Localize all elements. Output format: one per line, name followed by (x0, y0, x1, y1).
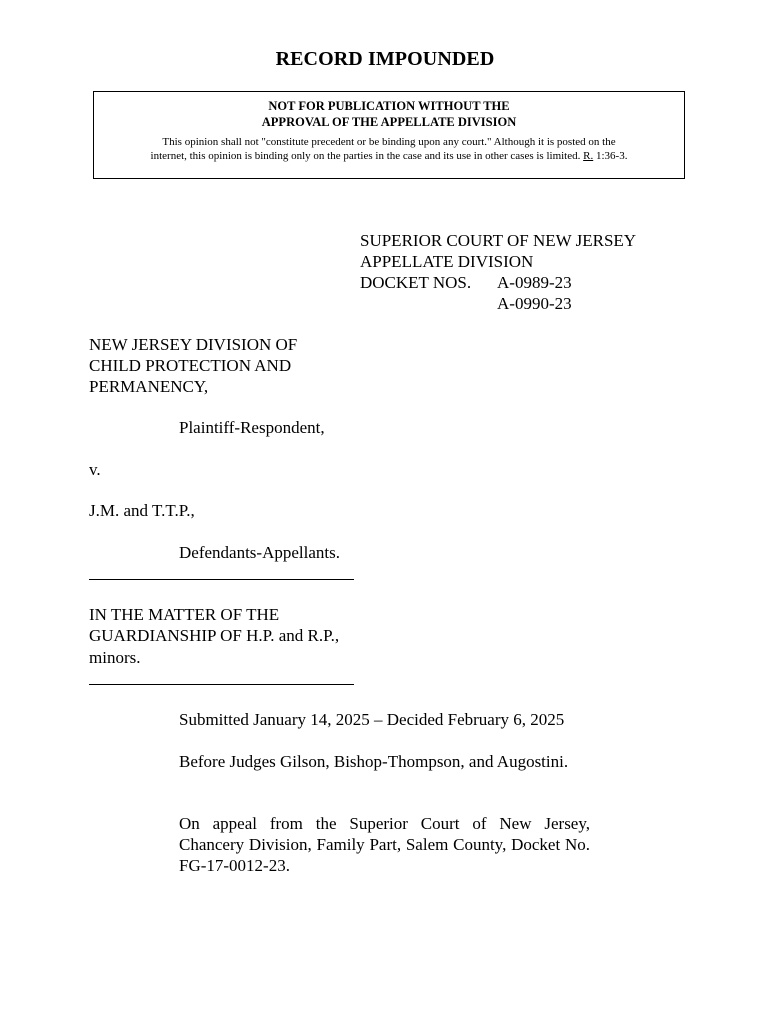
docket-number-2: A-0990-23 (497, 294, 572, 313)
court-name: SUPERIOR COURT OF NEW JERSEY (360, 231, 637, 250)
notice-body (94, 135, 684, 163)
docket-label: DOCKET NOS. (360, 273, 472, 292)
notice-body-line2-text: internet, this opinion is binding only on the parties in the case and its use in other cases is limited. (150, 150, 581, 162)
court-division: APPELLATE DIVISION (360, 252, 534, 271)
plaintiff-name-line1: NEW JERSEY DIVISION OF (89, 335, 298, 354)
plaintiff-name-line2: CHILD PROTECTION AND (89, 356, 292, 375)
matter-line2: GUARDIANSHIP OF H.P. and R.P., (89, 626, 340, 645)
matter-line1: IN THE MATTER OF THE (89, 605, 280, 624)
defendants-names: J.M. and T.T.P., (89, 501, 195, 520)
defendants-role: Defendants-Appellants. (179, 543, 340, 562)
record-impounded-title: RECORD IMPOUNDED (275, 48, 495, 70)
notice-body-line1: This opinion shall not "constitute precedent or be binding upon any court." Although it is posted on the (162, 136, 616, 148)
rule-number: 1:36-3. (595, 150, 628, 162)
appeal-origin: On appeal from the Superior Court of New Jersey, Chancery Division, Family Part, Salem County, Docket No. FG-17-0012-23. (179, 814, 590, 875)
publication-notice-box (93, 91, 685, 179)
submitted-decided-dates: Submitted January 14, 2025 – Decided February 6, 2025 (179, 710, 565, 729)
caption-divider-1 (89, 579, 354, 580)
notice-body-line2 (100, 149, 678, 163)
panel-judges: Before Judges Gilson, Bishop-Thompson, and Augostini. (179, 752, 569, 771)
versus: v. (89, 460, 101, 479)
notice-heading-line2: APPROVAL OF THE APPELLATE DIVISION (261, 115, 517, 129)
rule-reference: R. (583, 150, 594, 162)
plaintiff-role: Plaintiff-Respondent, (179, 418, 325, 437)
plaintiff-name-line3: PERMANENCY, (89, 377, 209, 396)
notice-heading (94, 98, 684, 130)
notice-heading-line1: NOT FOR PUBLICATION WITHOUT THE (268, 99, 510, 113)
matter-line3: minors. (89, 648, 141, 667)
docket-number-1: A-0989-23 (497, 273, 572, 292)
caption-divider-2 (89, 684, 354, 685)
